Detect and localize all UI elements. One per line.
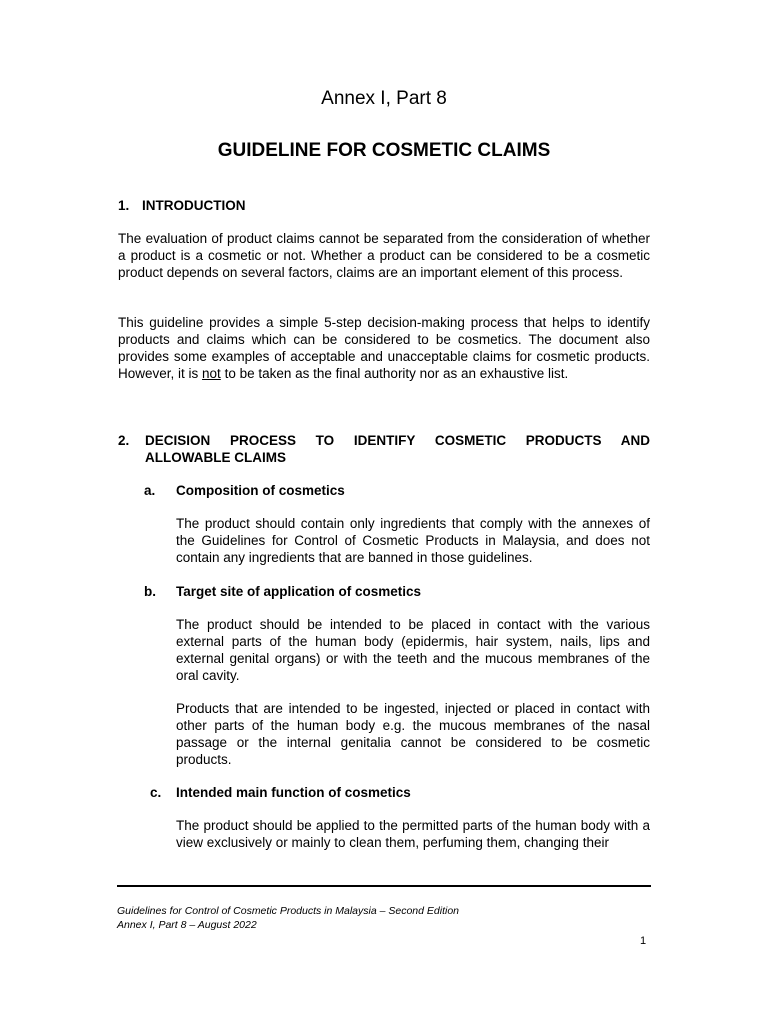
section-2-title-line-1: DECISION PROCESS TO IDENTIFY COSMETIC PRODUCTS AND [145, 433, 650, 448]
page-title: GUIDELINE FOR COSMETIC CLAIMS [217, 140, 551, 161]
subsection-c-title: Intended main function of cosmetics [176, 785, 411, 800]
underlined-not: not [202, 366, 221, 381]
section-1-number: 1. [118, 198, 130, 213]
subsection-b-title: Target site of application of cosmetics [176, 584, 422, 599]
footer-divider [117, 885, 651, 887]
subsection-b-heading [144, 583, 421, 600]
section-2-heading [118, 432, 650, 466]
intro-paragraph-2-text-b: to be taken as the final authority nor as an exhaustive list. [220, 366, 569, 381]
subsection-c-letter: c. [150, 785, 162, 800]
subsection-a-title: Composition of cosmetics [176, 483, 345, 498]
subsection-c-heading [150, 784, 411, 801]
intro-paragraph-1: The evaluation of product claims cannot be separated from the consideration of whether a product is a cosmetic or not. Whether a product can be considered to be a cosmetic product depends on several factors, claims are an important element of this process. [118, 231, 650, 280]
page-number: 1 [640, 935, 647, 947]
subsection-a-paragraph: The product should contain only ingredients that comply with the annexes of the Guidelines for Control of Cosmetic Products in Malaysia, and does not contain any ingredients that are banned in those guidelines. [176, 516, 650, 565]
section-1-title: INTRODUCTION [142, 198, 246, 213]
footer-line-1: Guidelines for Control of Cosmetic Products in Malaysia – Second Edition [117, 905, 459, 917]
subsection-b-letter: b. [144, 584, 156, 599]
annex-title: Annex I, Part 8 [321, 88, 447, 109]
intro-paragraph-2 [118, 314, 650, 382]
footer-line-2: Annex I, Part 8 – August 2022 [117, 919, 257, 931]
subsection-b-paragraph-2: Products that are intended to be ingested, injected or placed in contact with other parts of the human body e.g. the mucous membranes of the nasal passage or the internal genitalia cannot be considered to be cosmetic products. [176, 701, 650, 767]
subsection-a-heading [144, 482, 345, 499]
subsection-a-letter: a. [144, 483, 156, 498]
section-2-number: 2. [118, 433, 130, 448]
intro-paragraph-2-text-a: This guideline provides a simple 5-step decision-making process that helps to identify products and claims which can be considered to be cosmetics. The document also provides some examples of acceptable and unacceptable claims for cosmetic products. However, it is [118, 315, 650, 381]
subsection-c-paragraph: The product should be applied to the permitted parts of the human body with a view exclusively or mainly to clean them, perfuming them, changing their [176, 818, 650, 850]
subsection-b-paragraph-1: The product should be intended to be placed in contact with the various external parts of the human body (epidermis, hair system, nails, lips and external genital organs) or with the teeth and the mucous membranes of the oral cavity. [176, 617, 650, 683]
section-2-title-line-2: ALLOWABLE CLAIMS [145, 450, 286, 465]
section-1-heading [118, 197, 246, 214]
